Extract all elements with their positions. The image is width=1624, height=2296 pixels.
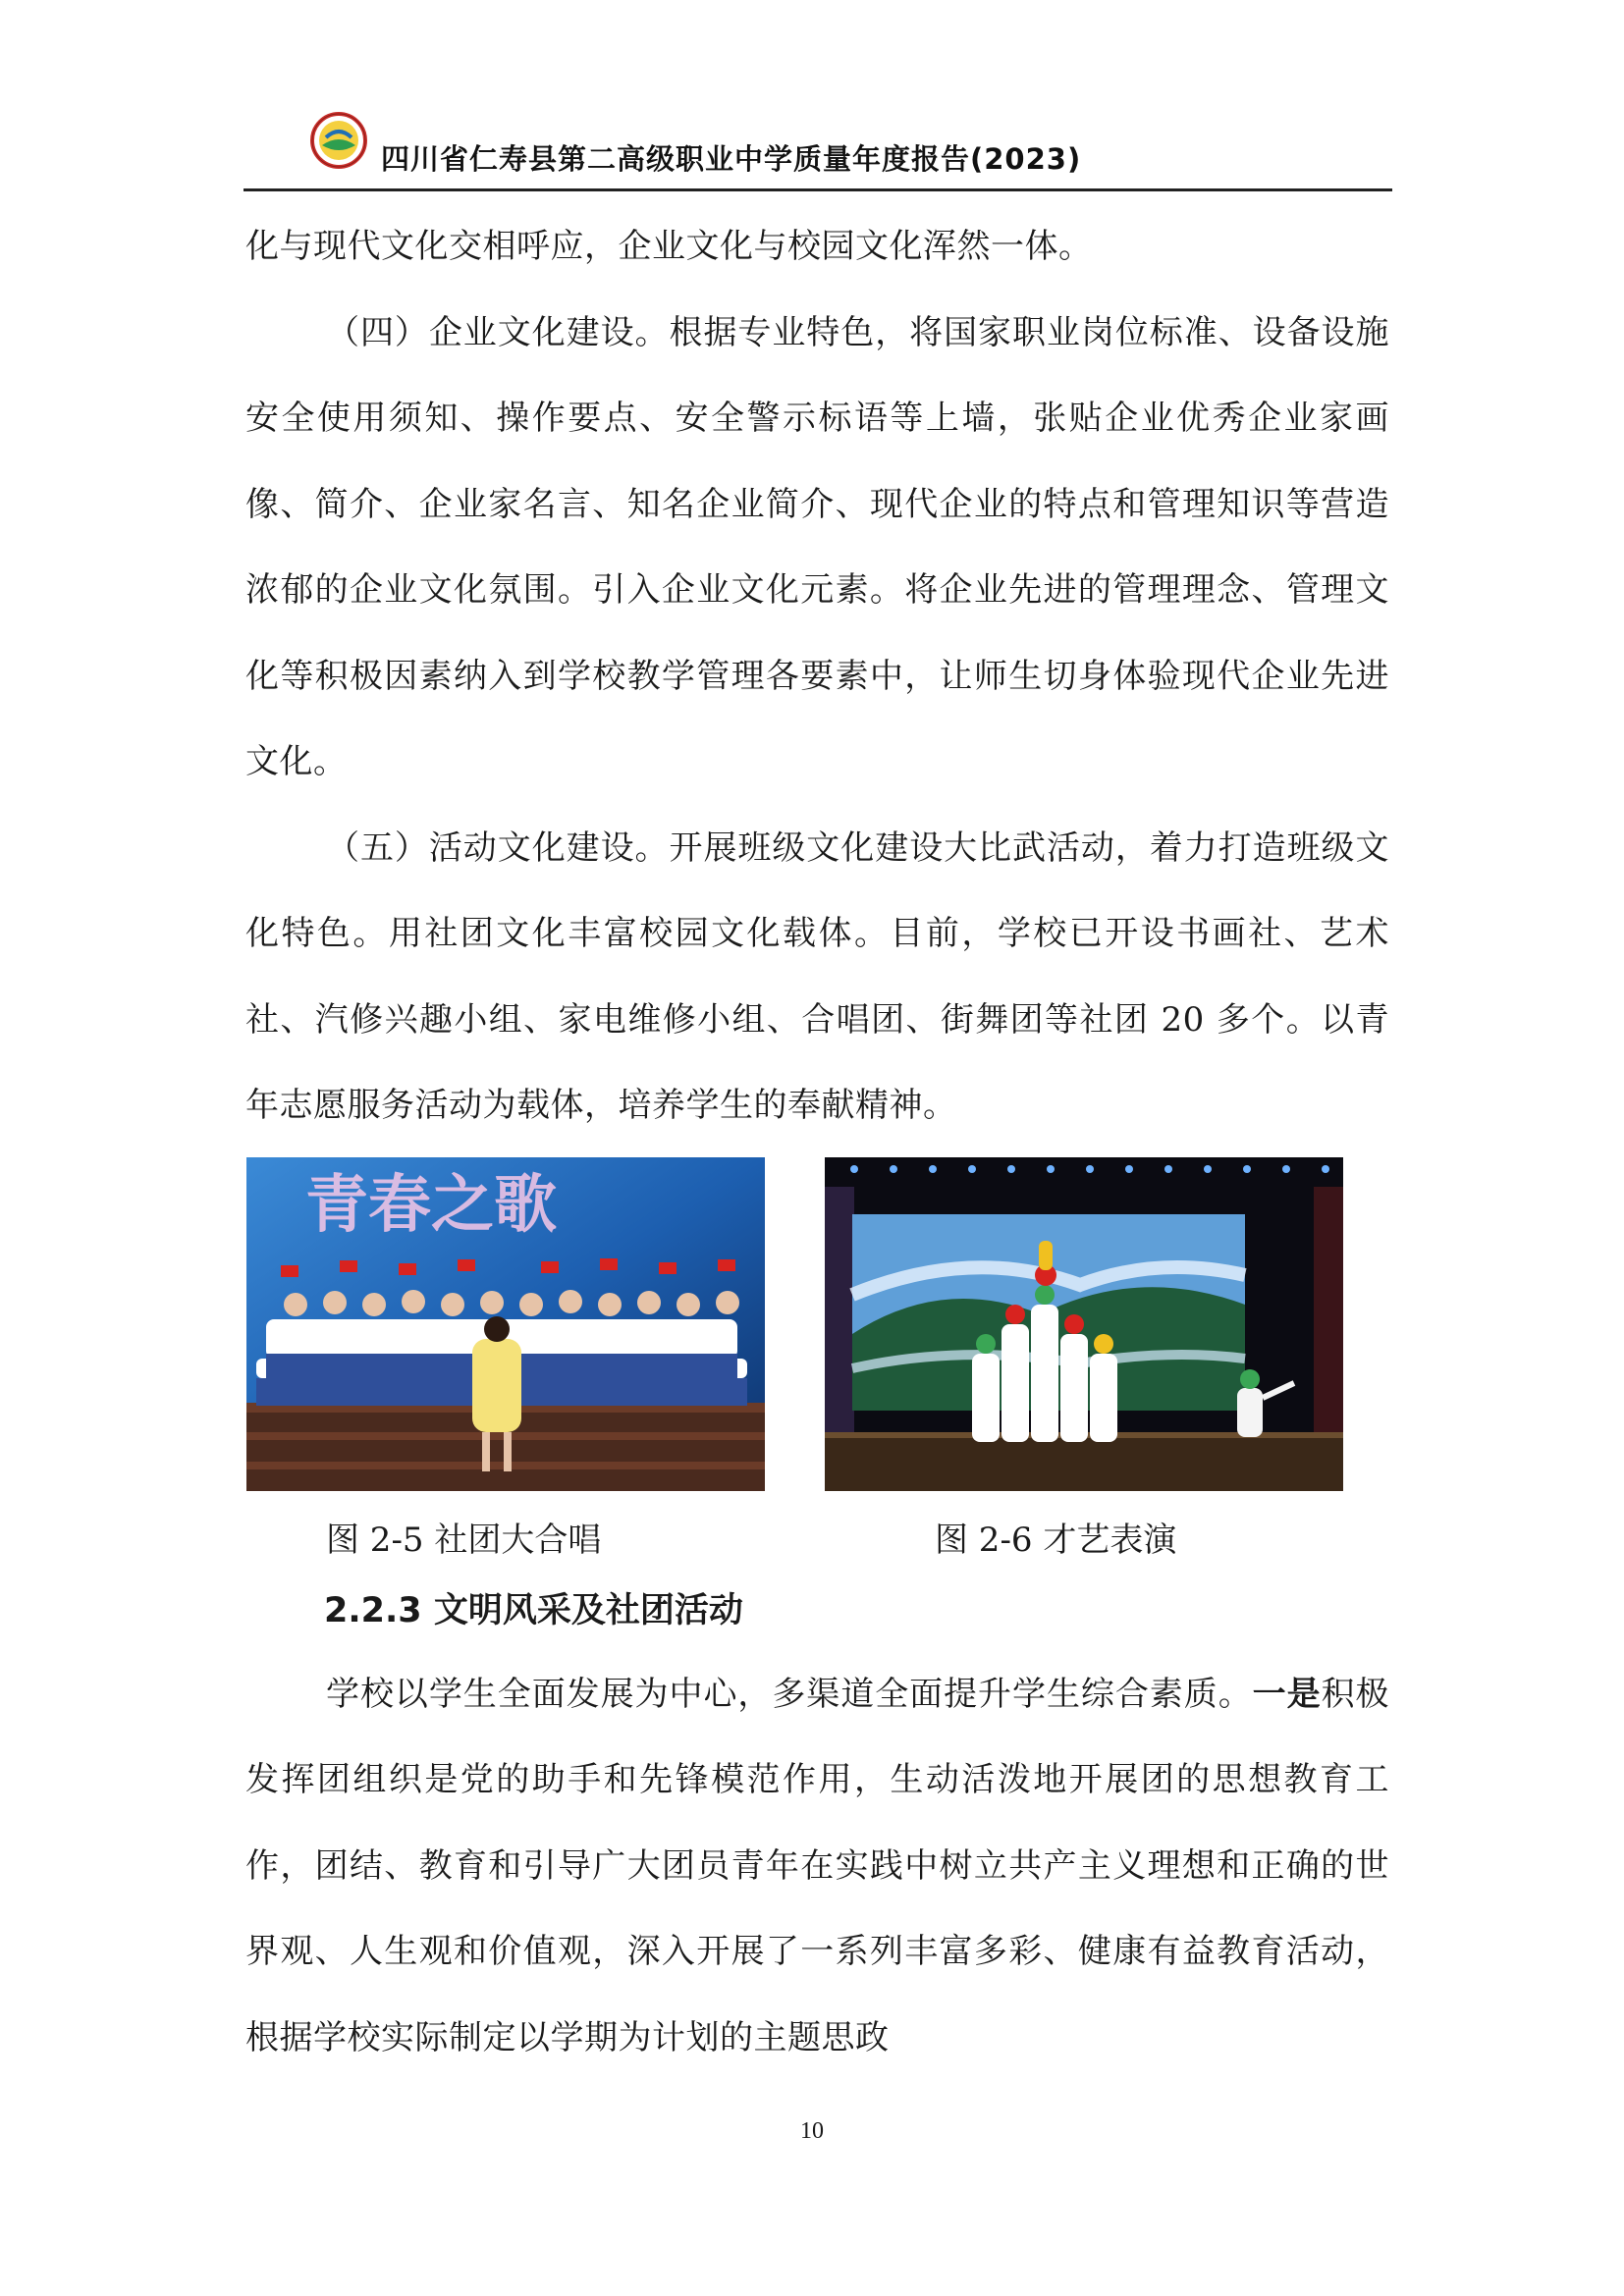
header-title: 四川省仁寿县第二高级职业中学质量年度报告(2023) (381, 142, 1082, 176)
lead-prefix: 学校以学生全面发展为中心，多渠道全面提升学生综合素质。 (326, 1674, 1253, 1714)
school-emblem-icon (310, 112, 367, 169)
page-number: 10 (800, 2118, 824, 2144)
paragraph-section-body (245, 1652, 1389, 2082)
section-heading: 2.2.3 文明风采及社团活动 (324, 1590, 743, 1630)
page-content (245, 204, 1389, 2081)
page-header (244, 116, 1392, 191)
paragraph-enterprise-culture: （四）企业文化建设。根据专业特色，将国家职业岗位标准、设备设施安全使用须知、操作要点、安全警示标语等上墙，张贴企业优秀企业家画像、简介、企业家名言、知名企业简介、现代企业的特点和管理知识等营造浓郁的企业文化氛围。引入企业文化元素。将企业先进的管理理念、管理文化等积极因素纳入到学校教学管理各要素中，让师生切身体验现代企业先进文化。 (245, 312, 1389, 781)
photo-choir (246, 1157, 765, 1491)
banner-text: 青春之歌 (305, 1168, 557, 1242)
figure-caption-choir: 图 2-5 社团大合唱 (326, 1520, 602, 1560)
paragraph-activity-culture: （五）活动文化建设。开展班级文化建设大比武活动，着力打造班级文化特色。用社团文化丰富校园文化载体。目前，学校已开设书画社、艺术社、汽修兴趣小组、家电维修小组、合唱团、街舞团等社团 20 多个。以青年志愿服务活动为载体，培养学生的奉献精神。 (245, 828, 1389, 1125)
photo-talent-show (825, 1157, 1343, 1491)
paragraph-continuation: 化与现代文化交相呼应，企业文化与校园文化浑然一体。 (245, 227, 1093, 266)
figure-caption-talent: 图 2-6 才艺表演 (935, 1520, 1177, 1560)
figure-row (245, 1157, 1389, 1579)
body-text: 积极发挥团组织是党的助手和先锋模范作用，生动活泼地开展团的思想教育工作，团结、教育和引导广大团员青年在实践中树立共产主义理想和正确的世界观、人生观和价值观，深入开展了一系列丰富多彩、健康有益教育活动，根据学校实际制定以学期为计划的主题思政 (245, 1674, 1390, 2057)
lead-bold: 一是 (1252, 1674, 1322, 1714)
